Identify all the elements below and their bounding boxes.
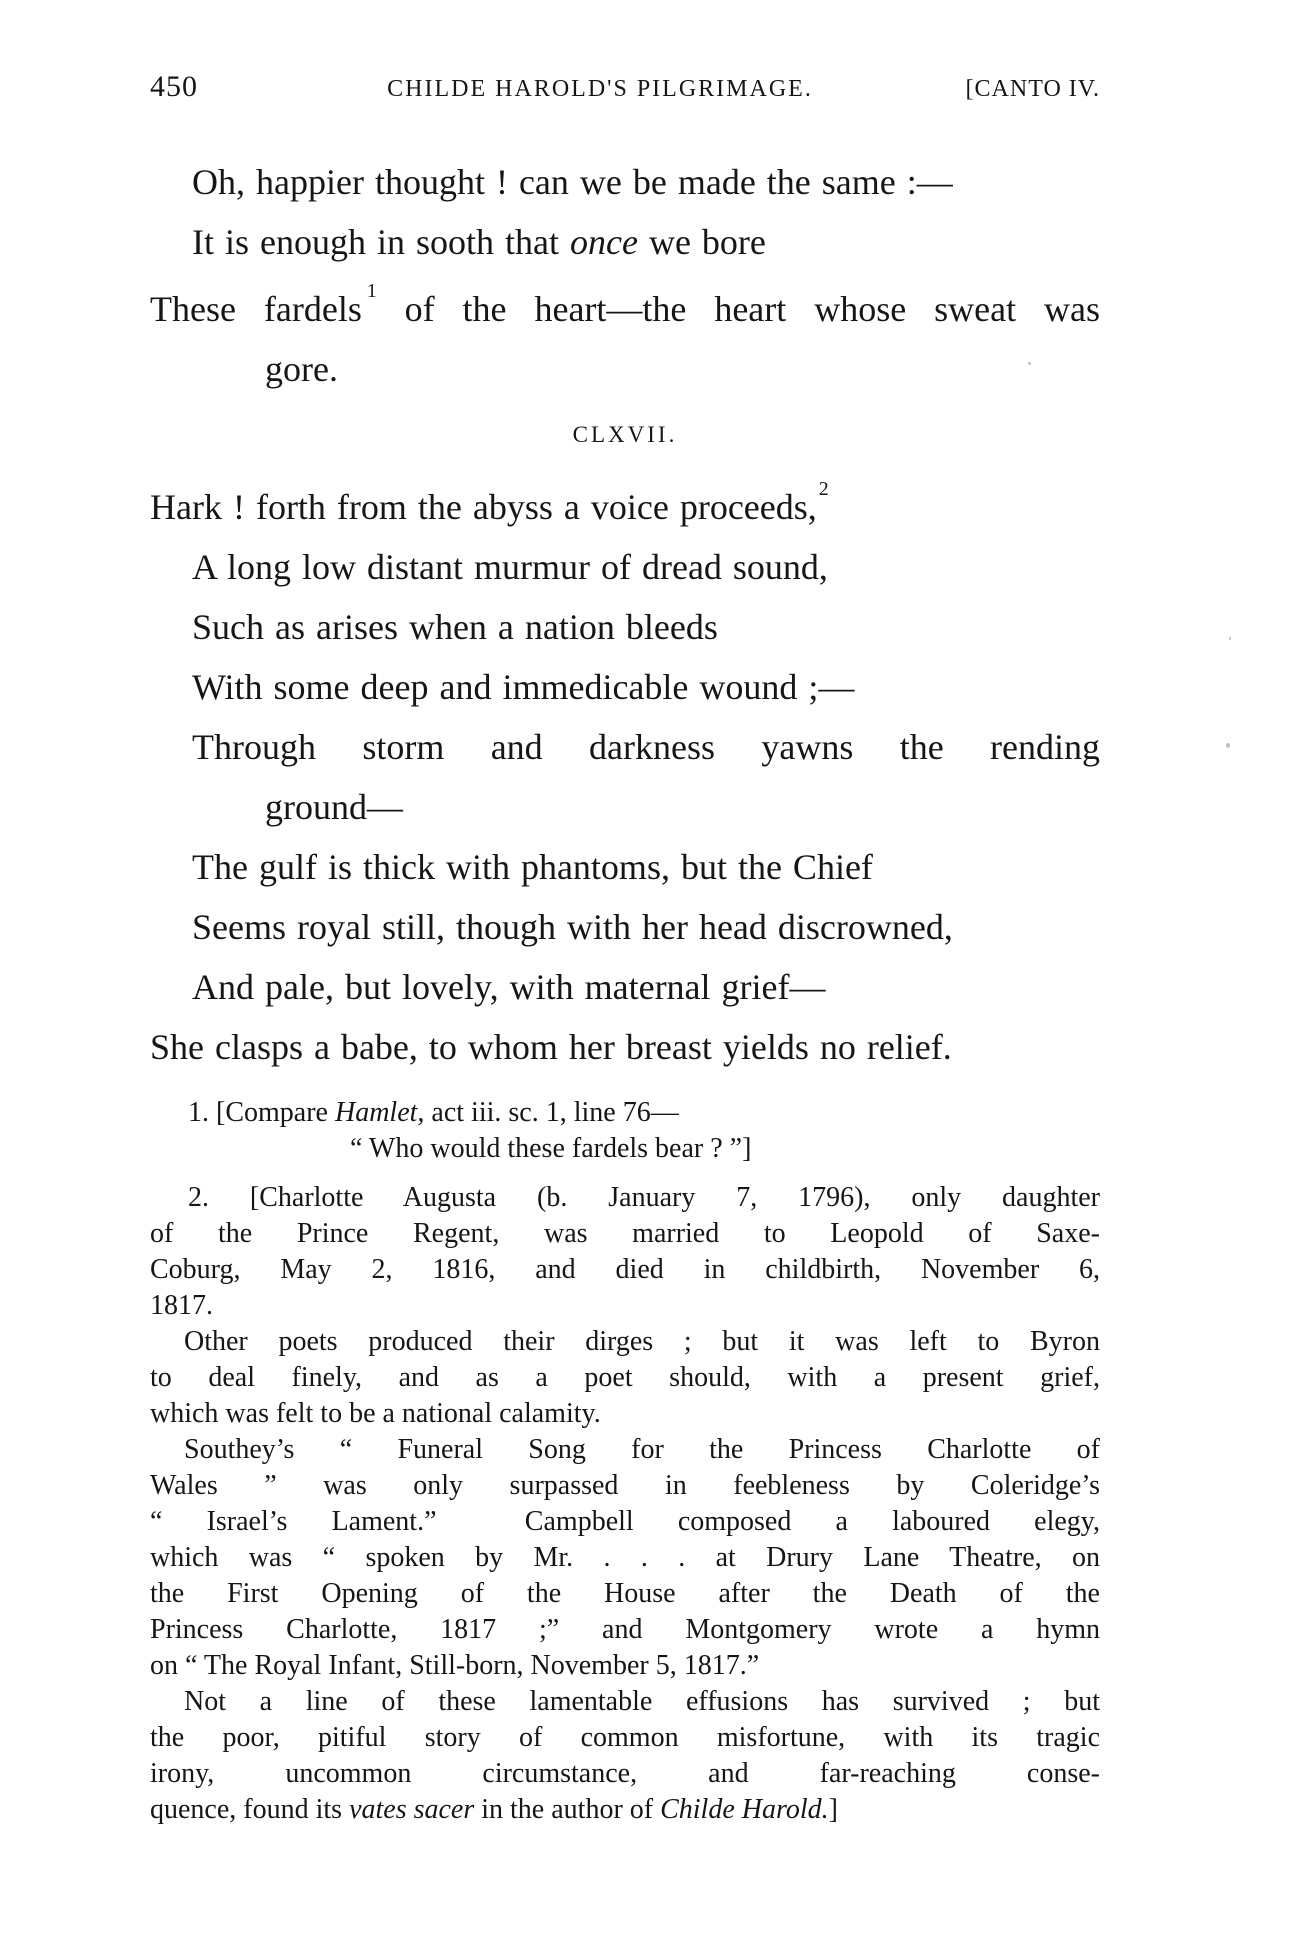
poem-line: Seems royal still, though with her head discrowned, [192,907,953,947]
poem-line-text: These fardels [150,289,362,329]
footnote-line: Not a line of these lamentable effusions has survived ; but [184,1686,1100,1717]
footnote-line: Coburg, May 2, 1816, and died in childbirth, November 6, [150,1254,1100,1285]
footnote-line: 1817. [150,1290,213,1321]
footnote-text: ] [828,1794,838,1825]
poem-line: The gulf is thick with phantoms, but the Chief [192,847,873,887]
stanza-clxvi-end [150,152,1100,399]
footnote-line: Southey’s “ Funeral Song for the Princess Charlotte of [184,1434,1100,1465]
scan-speck [1226,743,1230,748]
footnote-line: the poor, pitiful story of common misfortune, with its tragic [150,1722,1100,1753]
poem-line [150,470,1100,537]
poem-line-text: we bore [637,222,766,262]
running-head [150,70,1100,106]
scan-speck [1028,362,1031,365]
footnote-quotation: “ Who would these fardels bear ? ”] [350,1133,752,1164]
footnote-text: [Compare [209,1097,335,1128]
poem-line: And pale, but lovely, with maternal grief— [192,967,826,1007]
poem-line [150,272,1100,339]
poem-line-text: of the heart—the heart whose sweat was [376,289,1100,329]
footnote-line: the First Opening of the House after the Death of the [150,1578,1100,1609]
footnote-line: of the Prince Regent, was married to Leopold of Saxe- [150,1218,1100,1249]
scan-speck [1229,637,1231,640]
footnote-reference-1: 1 [366,280,377,303]
footnote-line: Princess Charlotte, 1817 ;” and Montgomery wrote a hymn [150,1614,1100,1645]
poem-line: Through storm and darkness yawns the rending [192,727,1100,767]
footnote-line: irony, uncommon circumstance, and far-reaching conse- [150,1758,1100,1789]
footnote-line: which was “ spoken by Mr. . . . at Drury Lane Theatre, on [150,1542,1100,1573]
poem-line: With some deep and immedicable wound ;— [192,667,855,707]
poem-line-text: It is enough in sooth that [192,222,570,262]
italic-title: Hamlet, [334,1097,425,1128]
italic-phrase: vates sacer [349,1794,475,1825]
footnote-2 [150,1180,1100,1828]
footnote-text: act iii. sc. 1, line 76— [424,1097,679,1128]
poem-line-runover: gore. [265,349,338,389]
footnote-1 [150,1095,1100,1167]
poem-line-runover: ground— [265,787,403,827]
footnote-line: “ Israel’s Lament.” Campbell composed a laboured elegy, [150,1506,1100,1537]
footnote-line: to deal finely, and as a poet should, with a present grief, [150,1362,1100,1393]
footnote-line: Wales ” was only surpassed in feebleness by Coleridge’s [150,1470,1100,1501]
running-head-canto: [CANTO IV. [965,76,1100,102]
footnote-text: in the author of [474,1794,661,1825]
footnote-marker: 2. [188,1182,209,1213]
page-number: 450 [150,70,198,103]
poem-line [150,212,1100,272]
poem-line: Such as arises when a nation bleeds [192,607,718,647]
footnote-marker: 1. [188,1097,209,1128]
footnote-line [150,1180,1100,1216]
footnote-line: which was felt to be a national calamity. [150,1398,601,1429]
footnote-text: [Charlotte Augusta (b. January 7, 1796), only daughter [209,1182,1100,1213]
italic-word: once [569,222,638,262]
footnote-line: on “ The Royal Infant, Still-born, November 5, 1817.” [150,1650,760,1681]
poem-line-text: Hark ! forth from the abyss a voice proceeds, [150,487,817,527]
stanza-heading: CLXVII. [572,422,678,447]
italic-title: Childe Harold. [660,1794,829,1825]
stanza-clxvii [150,470,1100,1077]
footnote-line: Other poets produced their dirges ; but it was left to Byron [184,1326,1100,1357]
poem-line: She clasps a babe, to whom her breast yields no relief. [150,1027,952,1067]
footnote-line [150,1095,1100,1131]
footnote-reference-2: 2 [818,478,829,501]
footnote-line [150,1792,1100,1828]
running-head-title: CHILDE HAROLD'S PILGRIMAGE. [387,76,813,102]
poem-line: Oh, happier thought ! can we be made the same :— [192,162,953,202]
poem-line: A long low distant murmur of dread sound, [192,547,828,587]
footnote-text: quence, found its [150,1794,350,1825]
